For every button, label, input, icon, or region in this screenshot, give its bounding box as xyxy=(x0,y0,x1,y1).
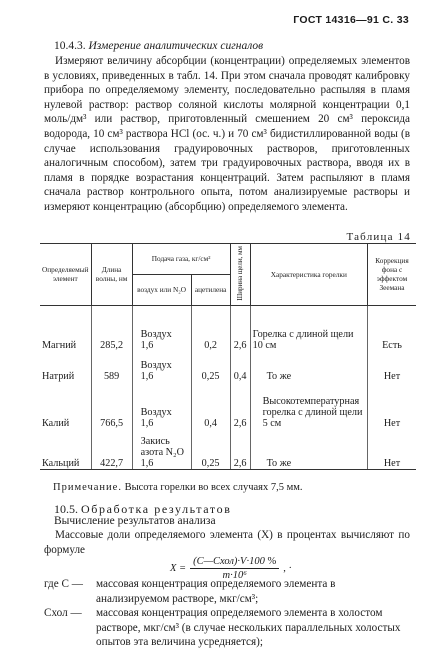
cell-air-label: Воздух xyxy=(140,329,172,341)
page-header: ГОСТ 14316—91 С. 33 xyxy=(293,14,409,26)
cell-air xyxy=(132,429,191,469)
formula-numerator xyxy=(190,556,279,569)
definition-term: где C — xyxy=(44,578,83,590)
cell-burner: То же xyxy=(250,351,367,382)
cell-air-label: Закись азота N₂O xyxy=(140,435,184,458)
table-row xyxy=(40,351,416,382)
cell-slit: 2,6 xyxy=(230,382,250,429)
cell-burner: Горелка с длиной щели 10 см xyxy=(250,305,367,351)
cell-air-label: Воздух xyxy=(140,360,172,372)
table-row xyxy=(40,382,416,429)
table-caption: Таблица 14 xyxy=(346,231,411,243)
cell-air xyxy=(132,351,191,382)
cell-acetylene: 0,2 xyxy=(191,305,230,351)
header-slit-text: Ширина щели, мм xyxy=(236,246,245,301)
cell-wavelength: 285,2 xyxy=(91,305,132,351)
cell-burner: То же xyxy=(250,429,367,469)
definition-cx xyxy=(44,606,410,649)
cell-element: Калий xyxy=(42,418,70,430)
cell-air-value: 1,6 xyxy=(140,371,154,383)
table-note xyxy=(53,482,303,493)
definition-body: массовая концентрация определяемого элемента в анализируемом растворе, мкг/см³; xyxy=(96,578,336,605)
parameters-table xyxy=(40,243,416,470)
header-burner: Характеристика горелки xyxy=(250,244,367,306)
definition-body: массовая концентрация определяемого элемента в холостом растворе, мкг/см³ (в случае нескольких параллельных холостых опытов эта величина усредняется); xyxy=(96,607,401,649)
cell-slit: 2,6 xyxy=(230,429,250,469)
cell-wavelength: 589 xyxy=(91,351,132,382)
header-gas-supply: Подача газа, кг/см² xyxy=(132,244,230,275)
header-slit xyxy=(230,244,250,306)
cell-acetylene: 0,25 xyxy=(191,351,230,382)
cell-zeeman: Нет xyxy=(368,351,417,382)
cell-air xyxy=(132,382,191,429)
section-title-10-4-3 xyxy=(54,40,263,52)
cell-air-value: 1,6 xyxy=(140,418,154,430)
cell-zeeman: Нет xyxy=(368,382,417,429)
cell-burner: Высокотемпературная горелка с длиной щели 5 см xyxy=(250,382,367,429)
section-heading: Обработка результатов xyxy=(81,502,232,516)
cell-zeeman: Есть xyxy=(368,305,417,351)
cell-air xyxy=(132,305,191,351)
cell-slit: 2,6 xyxy=(230,305,250,351)
formula-tail: , · xyxy=(283,563,292,574)
table-row xyxy=(40,305,416,351)
cell-air-label: Воздух xyxy=(140,407,172,419)
header-element: Определяемый элемент xyxy=(40,244,91,306)
formula-intro: Массовые доли определяемого элемента (X) в процентах вычисляют по формуле xyxy=(44,529,410,556)
cell-wavelength: 766,5 xyxy=(91,382,132,429)
section-number: 10.5. xyxy=(54,502,78,516)
header-air: воздух или N₂O xyxy=(132,274,191,305)
cell-wavelength: 422,7 xyxy=(91,429,132,469)
section-heading: Измерение аналитических сигналов xyxy=(88,40,264,52)
section-paragraph: Измеряют величину абсорбции (концентрации) определяемых элементов в условиях, приведенных в табл. 14. При этом сначала проводят калибровку прибора по определяемому элементу, последовательно распыляя в пламя нулевой раствор: раствор соляной кислоты молярной концентрации 0,1 моль/дм³ или раствор, приготовленный смешением 20 см³ пероксида водорода, 10 см³ раствора HCl (ос. ч.) и 70 см³ бидистиллированной воды (в случае использования градуировочных растворов, приготовленных аналогичным способом), затем три градуировочных раствора, вводя их в пламя в порядке возрастания концентраций. Затем распыляют в пламя сначала раствор контрольного опыта, потом анализируемые растворы и измеряют концентрацию (абсорбцию) определяемого элемента. xyxy=(44,55,410,213)
cell-acetylene: 0,25 xyxy=(191,429,230,469)
formula-numerator-text: (C—Cхол)·V·100 xyxy=(193,556,265,567)
header-wavelength: Длина волны, нм xyxy=(91,244,132,306)
formula-lhs: X = xyxy=(170,563,187,574)
header-zeeman: Коррекция фона с эффектом Зеемана xyxy=(368,244,417,306)
cell-air-value: 1,6 xyxy=(140,457,154,469)
cell-element: Магний xyxy=(42,340,77,352)
note-label: Примечание. xyxy=(53,482,122,493)
section-number: 10.4.3. xyxy=(54,40,86,52)
formula-denominator: m·10⁶ xyxy=(222,570,247,581)
cell-acetylene: 0,4 xyxy=(191,382,230,429)
formula-unit: % xyxy=(267,556,277,567)
table-row xyxy=(40,429,416,469)
cell-slit: 0,4 xyxy=(230,351,250,382)
header-acetylene: ацетилена xyxy=(191,274,230,305)
cell-element: Кальций xyxy=(40,429,91,469)
cell-element: Натрий xyxy=(42,371,75,383)
note-text: Высота горелки во всех случаях 7,5 мм. xyxy=(124,482,303,493)
subsection-heading: Вычисление результатов анализа xyxy=(54,515,216,527)
cell-air-value: 1,6 xyxy=(140,340,154,352)
definition-term: Cхол — xyxy=(44,607,82,619)
definition-c xyxy=(44,577,410,605)
cell-zeeman: Нет xyxy=(368,429,417,469)
